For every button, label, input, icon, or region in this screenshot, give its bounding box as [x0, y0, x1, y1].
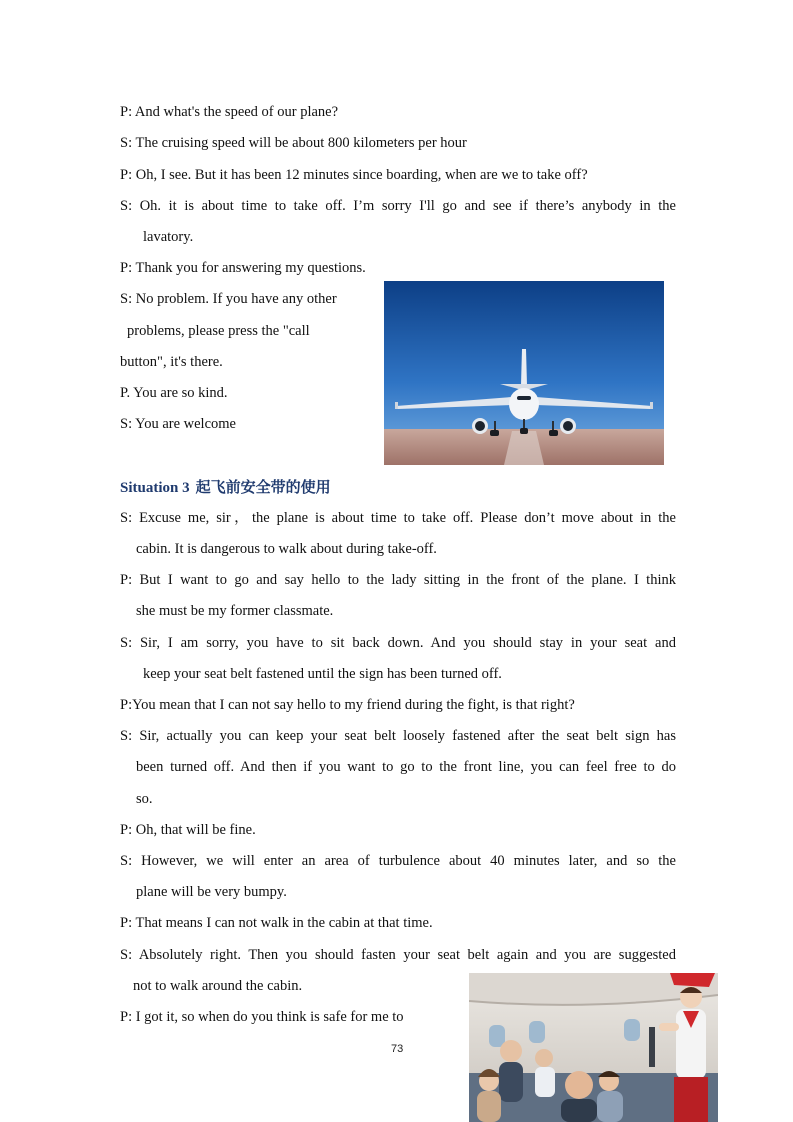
- section-heading: [120, 477, 331, 498]
- dialogue-line: P: Oh, I see. But it has been 12 minutes since boarding, when are we to take off?: [120, 167, 588, 183]
- dialogue-line: P: And what's the speed of our plane?: [120, 104, 339, 120]
- dialogue-line: S: You are welcome: [120, 416, 236, 432]
- section-heading-cn: 起飞前安全带的使用: [195, 478, 331, 496]
- dialogue-line: P. You are so kind.: [120, 385, 228, 401]
- dialogue-line: S: Oh. it is about time to take off. I’m sorry I'll go and see if there’s anybody in the: [120, 198, 676, 214]
- dialogue-line: P:You mean that I can not say hello to my friend during the fight, is that right?: [120, 697, 575, 713]
- dialogue-line: P: I got it, so when do you think is safe for me to: [120, 1009, 404, 1025]
- dialogue-line: problems, please press the "call: [127, 323, 310, 339]
- dialogue-line: P: But I want to go and say hello to the lady sitting in the front of the plane. I think: [120, 572, 676, 588]
- dialogue-line: not to walk around the cabin.: [133, 978, 303, 994]
- dialogue-line: S: However, we will enter an area of turbulence about 40 minutes later, and so the: [120, 853, 676, 869]
- dialogue-line: S: Sir, I am sorry, you have to sit back down. And you should stay in your seat and: [120, 635, 676, 651]
- dialogue-line: cabin. It is dangerous to walk about during take-off.: [136, 541, 437, 557]
- dialogue-line: S: Absolutely right. Then you should fasten your seat belt again and you are suggested: [120, 947, 676, 963]
- dialogue-line: button", it's there.: [120, 354, 223, 370]
- page-number: 73: [391, 1043, 404, 1055]
- dialogue-line: lavatory.: [143, 229, 194, 245]
- dialogue-line: S: No problem. If you have any other: [120, 291, 337, 307]
- section-heading-en: Situation 3: [120, 480, 190, 496]
- dialogue-line: S: Sir, actually you can keep your seat belt loosely fastened after the seat belt sign has: [120, 728, 676, 744]
- dialogue-line: keep your seat belt fastened until the sign has been turned off.: [143, 666, 502, 682]
- dialogue-line: S: The cruising speed will be about 800 kilometers per hour: [120, 135, 467, 151]
- dialogue-line: P: Oh, that will be fine.: [120, 822, 256, 838]
- dialogue-line: plane will be very bumpy.: [136, 884, 287, 900]
- dialogue-line: she must be my former classmate.: [136, 603, 334, 619]
- cabin-crew-photo: [469, 973, 718, 1122]
- dialogue-line: S: Excuse me, sir，the plane is about time to take off. Please don’t move about in the: [120, 510, 676, 526]
- airplane-photo: [384, 281, 664, 465]
- dialogue-line: P: Thank you for answering my questions.: [120, 260, 366, 276]
- dialogue-line: been turned off. And then if you want to go to the front line, you can feel free to do: [136, 759, 676, 775]
- dialogue-line: so.: [136, 791, 153, 807]
- dialogue-line: P: That means I can not walk in the cabin at that time.: [120, 915, 433, 931]
